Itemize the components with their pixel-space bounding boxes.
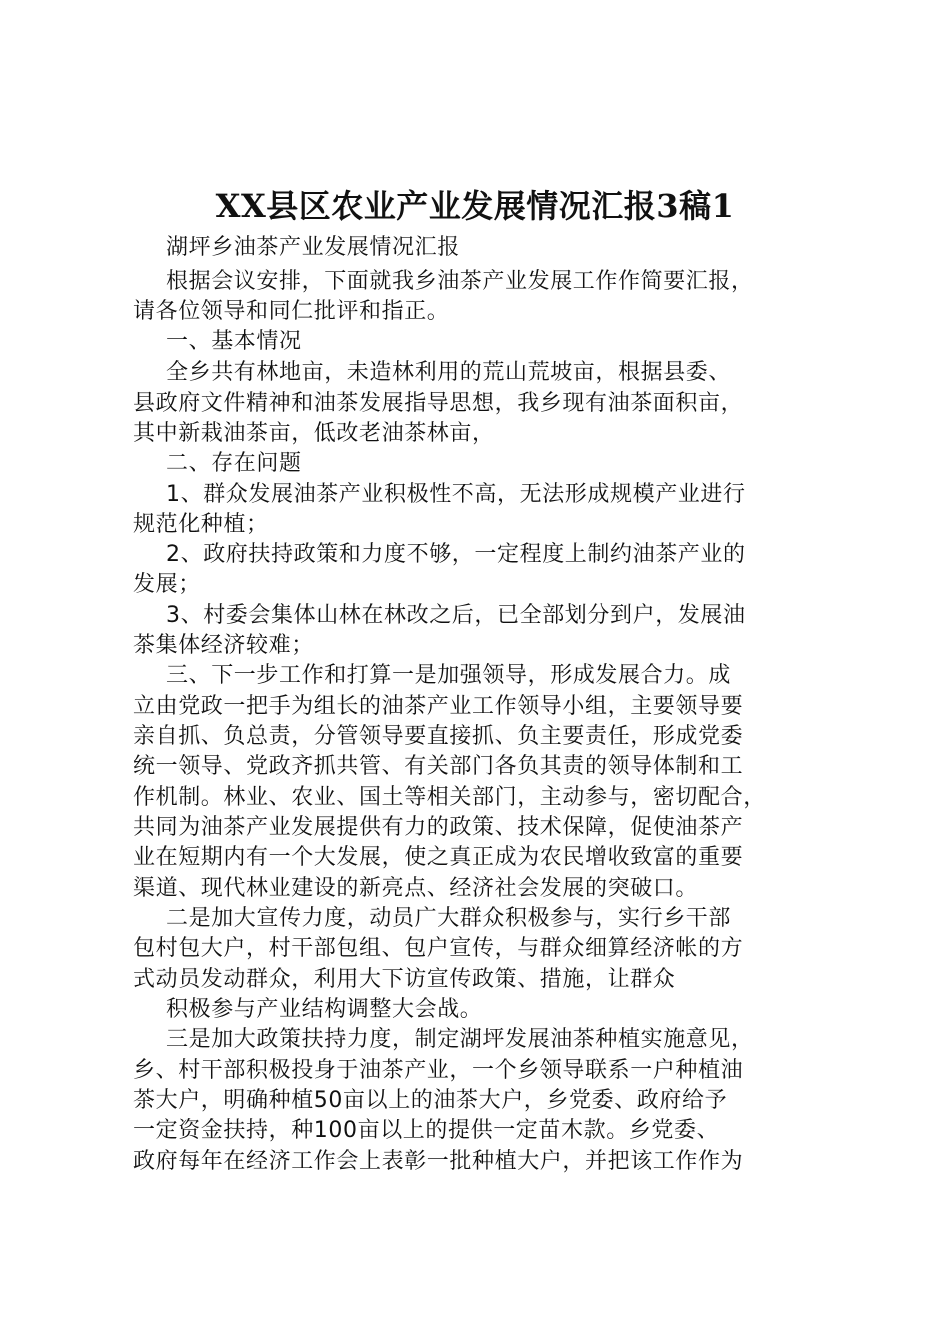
text-line: 请各位领导和同仁批评和指正。 — [133, 299, 450, 324]
text-line: 二是加大宣传力度，动员广大群众积极参与，实行乡干部 — [166, 906, 732, 931]
text-line: 1、群众发展油茶产业积极性不高，无法形成规模产业进行 — [166, 482, 746, 507]
text-line: 作机制。林业、农业、国土等相关部门，主动参与，密切配合， — [133, 785, 766, 810]
text-line: 发展； — [133, 572, 201, 597]
text-line: 亲自抓、负总责，分管领导要直接抓、负主要责任，形成党委 — [133, 724, 744, 749]
text-line: 共同为油茶产业发展提供有力的政策、技术保障，促使油茶产 — [133, 815, 744, 840]
text-line: 渠道、现代林业建设的新亮点、经济社会发展的突破口。 — [133, 876, 699, 901]
text-line: 统一领导、党政齐抓共管、有关部门各负其责的领导体制和工 — [133, 754, 744, 779]
text-line: 规范化种植； — [133, 512, 269, 537]
text-line: 2、政府扶持政策和力度不够，一定程度上制约油茶产业的 — [166, 542, 746, 567]
text-line: 一定资金扶持，种100亩以上的提供一定苗木款。乡党委、 — [133, 1118, 720, 1143]
text-line: 业在短期内有一个大发展，使之真正成为农民增收致富的重要 — [133, 845, 744, 870]
text-line: 三是加大政策扶持力度，制定湖坪发展油茶种植实施意见， — [166, 1027, 754, 1052]
text-line: 县政府文件精神和油茶发展指导思想，我乡现有油茶面积亩， — [133, 391, 744, 416]
subtitle-line: 湖坪乡油茶产业发展情况汇报 — [166, 235, 460, 260]
text-line: 式动员发动群众，利用大下访宣传政策、措施，让群众 — [133, 967, 676, 992]
text-line: 立由党政一把手为组长的油茶产业工作领导小组，主要领导要 — [133, 694, 744, 719]
text-line: 政府每年在经济工作会上表彰一批种植大户，并把该工作作为 — [133, 1149, 744, 1174]
text-line: 3、村委会集体山林在林改之后，已全部划分到户，发展油 — [166, 603, 746, 628]
text-line: 包村包大户，村干部包组、包户宣传，与群众细算经济帐的方 — [133, 936, 744, 961]
document-title: XX县区农业产业发展情况汇报3稿1 — [215, 187, 735, 225]
text-line: 乡、村干部积极投身于油茶产业，一个乡领导联系一户种植油 — [133, 1058, 744, 1083]
text-line: 全乡共有林地亩，未造林利用的荒山荒坡亩，根据县委、 — [166, 360, 732, 385]
text-line: 积极参与产业结构调整大会战。 — [166, 997, 483, 1022]
text-line: 茶集体经济较难； — [133, 633, 314, 658]
text-line: 其中新栽油茶亩，低改老油茶林亩， — [133, 421, 495, 446]
section-heading: 二、存在问题 — [166, 451, 302, 476]
section-heading: 一、基本情况 — [166, 329, 302, 354]
section-heading: 三、下一步工作和打算一是加强领导，形成发展合力。成 — [166, 663, 732, 688]
text-line: 根据会议安排，下面就我乡油茶产业发展工作作简要汇报， — [166, 269, 754, 294]
text-line: 茶大户，明确种植50亩以上的油茶大户，乡党委、政府给予 — [133, 1088, 728, 1113]
